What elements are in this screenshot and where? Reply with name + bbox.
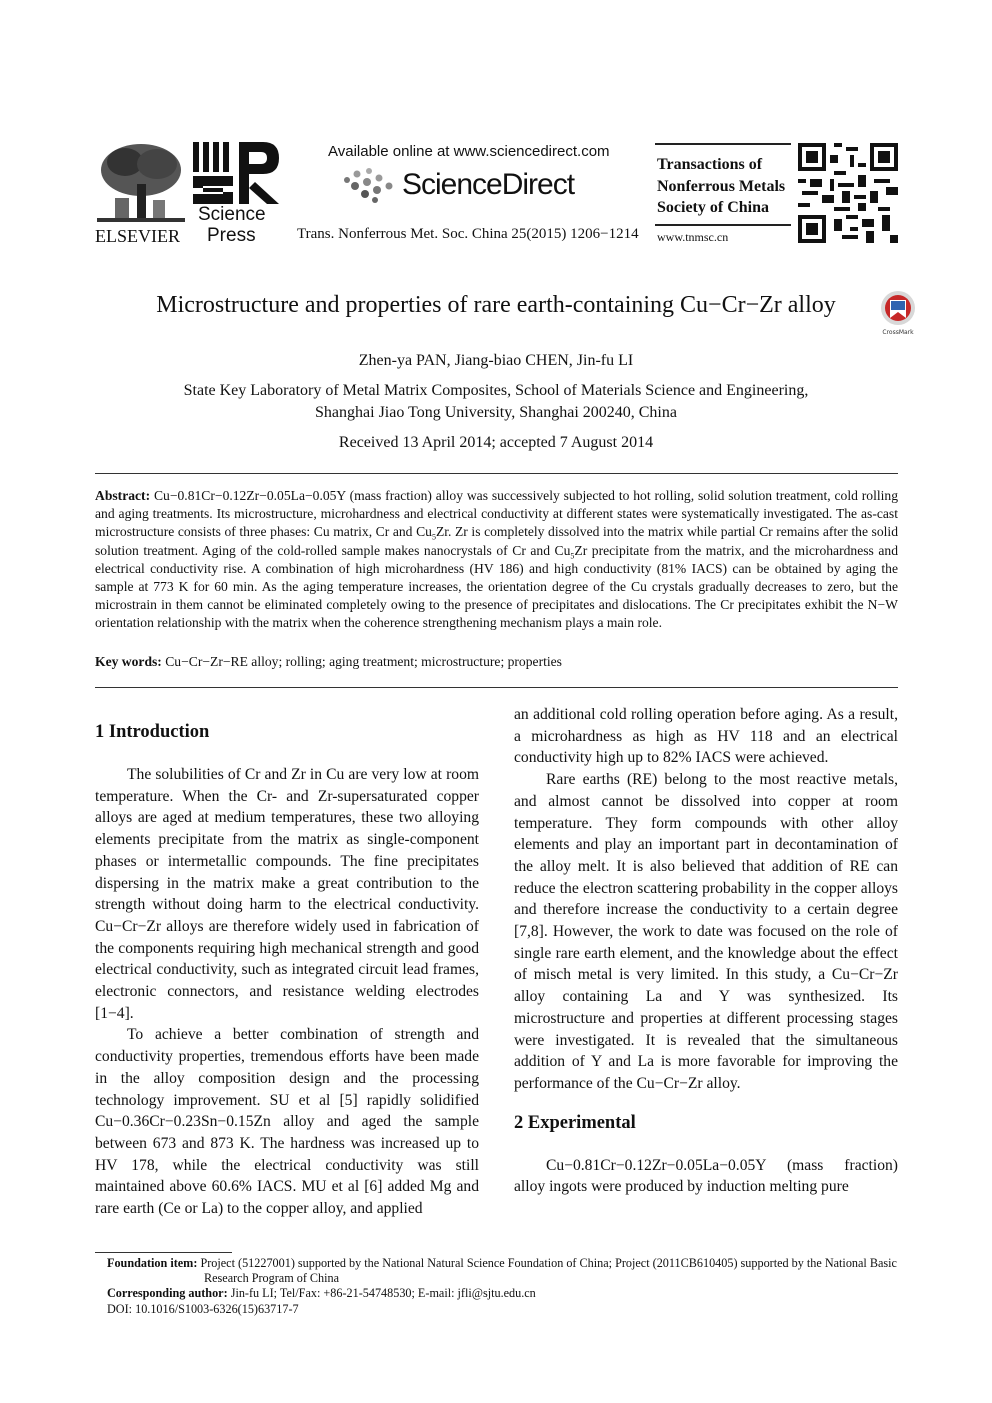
sciencedirect-dots-icon: [343, 168, 395, 204]
abstract-sub-b: 5: [570, 551, 575, 561]
science-press-label-2: Press: [207, 225, 256, 246]
foundation-footnote: [107, 1256, 898, 1286]
abstract-text-b: Zr. Zr is completely dissolved into the matrix while partial Cr remains after the solid solution treatment. Aging of the cold-rolled sample makes nanocrystals of Cr and Cu: [95, 524, 898, 558]
right-column: [514, 704, 898, 1198]
doi[interactable]: DOI: 10.1016/S1003-6326(15)63717-7: [107, 1301, 299, 1316]
left-column: [95, 720, 479, 1220]
journal-name-line-2: Nonferrous Metals: [657, 177, 786, 195]
science-press-logo: [193, 142, 279, 204]
paragraph-4: Cu−0.81Cr−0.12Zr−0.05La−0.05Y (mass fraction) alloy ingots were produced by induction melting pure: [514, 1156, 898, 1196]
affiliation-line-1: State Key Laboratory of Metal Matrix Composites, School of Materials Science and Engineering,: [183, 382, 809, 399]
elsevier-wordmark: ELSEVIER: [95, 226, 180, 246]
footnotes: [107, 1256, 898, 1317]
paragraph-2: To achieve a better combination of strength and conductivity properties, tremendous efforts have been made in the alloy composition design and the processing technology improvement. SU et al [5] rapidly solidified Cu−0.36Cr−0.23Sn−0.15Zn alloy and aged the sample between 673 and 873 K. The hardness was increased up to HV 178, while the electrical conductivity was still maintained above 60.6% IACS. MU et al [6] added Mg and rare earth (Ce or La) to the copper alloy, and applied: [95, 1026, 479, 1218]
abstract-text-a: Cu−0.81Cr−0.12Zr−0.05La−0.05Y (mass fraction) alloy was successively subjected to hot rolling, solid solution treatment, cold rolling and aging treatments. Its microstructure, microhardness and electrical conductivity at different states were systematically investigated. The as-cast microstructure consists of three phases: Cu matrix, Cr and Cu: [95, 488, 898, 540]
journal-box-bottom-rule: [655, 224, 791, 226]
keywords-text: Cu−Cr−Zr−RE alloy; rolling; aging treatment; microstructure; properties: [165, 654, 562, 669]
sciencedirect-wordmark: ScienceDirect: [402, 168, 575, 201]
authors: Zhen-ya PAN, Jiang-biao CHEN, Jin-fu LI: [358, 352, 634, 369]
journal-name: [657, 154, 785, 219]
abstract-sub-a: 5: [431, 533, 436, 543]
corresponding-label: Corresponding author:: [107, 1286, 228, 1301]
qr-code-icon: [798, 142, 898, 244]
keywords-label: Key words:: [95, 654, 162, 669]
journal-name-line-3: Society of China: [657, 199, 769, 216]
footnote-rule: [95, 1252, 232, 1253]
corresponding-text: Jin-fu LI; Tel/Fax: +86-21-54748530; E-mail: jfli@sjtu.edu.cn: [230, 1286, 536, 1301]
journal-citation: Trans. Nonferrous Met. Soc. China 25(2015) 1206−1214: [297, 226, 639, 242]
section-2-heading: 2 Experimental: [514, 1112, 636, 1133]
journal-url: www.tnmsc.cn: [657, 230, 729, 244]
available-online-text: Available online at www.sciencedirect.com: [328, 143, 610, 160]
article-title: Microstructure and properties of rare earth-containing Cu−Cr−Zr alloy: [156, 292, 836, 318]
abstract-text-c: Zr precipitate from the matrix, and the microhardness and electrical conductivity rise. A combination of high microhardness (HV 186) and high conductivity (81% IACS) can be obtained by aging the sample at 773 K for 60 min. As the aging temperature increases, the orientation degree of the Cu crystals gradually decreases to zero, but the microstrain in them cannot be eliminated completely owing to the presence of precipitates and dislocations. The Cr precipitates exhibit the N−W orientation relationship with the matrix when the coherence strengthening mechanism plays a main role.: [95, 542, 898, 631]
abstract-bottom-rule: [95, 687, 898, 688]
foundation-label: Foundation item:: [107, 1256, 198, 1270]
journal-name-line-1: Transactions of: [657, 156, 763, 173]
paragraph-1: The solubilities of Cr and Zr in Cu are very low at room temperature. When the Cr- and Zr-supersaturated copper alloys are aged at medium temperatures, these two alloying elements precipitate from the matrix as single-component phases or intermetallic compounds. The fine precipitates dispersing in the matrix make a great contribution to the strength without doing harm to the electrical conductivity. Cu−Cr−Zr alloys are therefore widely used in fabrication of the components requiring high mechanical strength and good electrical conductivity, such as integrated circuit lead frames, electronic connectors, and resistance welding electrodes [1−4].: [95, 766, 479, 1022]
keywords: [95, 653, 898, 671]
affiliation-line-2: Shanghai Jiao Tong University, Shanghai 200240, China: [315, 404, 677, 421]
abstract-top-rule: [95, 473, 898, 474]
journal-box-top-rule: [655, 143, 791, 145]
received-dates: Received 13 April 2014; accepted 7 August 2014: [338, 434, 654, 451]
abstract: [95, 487, 898, 633]
science-press-label-1: Science: [198, 204, 266, 225]
paragraph-2-continued: an additional cold rolling operation before aging. As a result, a microhardness as high as HV 118 and an electrical conductivity high up to 82% IACS were achieved.: [514, 706, 898, 767]
foundation-text: Project (51227001) supported by the National Natural Science Foundation of China; Project (2011CB610405) supported by the National Basic Research Program of China: [200, 1256, 897, 1286]
corresponding-footnote: [107, 1286, 898, 1301]
section-1-heading: 1 Introduction: [95, 722, 210, 742]
crossmark-icon[interactable]: [876, 290, 920, 336]
paragraph-3: Rare earths (RE) belong to the most reactive metals, and almost cannot be dissolved into copper at room temperature. They form compounds with other alloy elements and play an important part in decontamination of the alloy melt. It is also believed that addition of RE can reduce the electron scattering probability in the copper alloys and therefore increase the conductivity to a certain degree [7,8]. However, the work to date was focused on the role of single rare earth element, and the knowledge about the effect of misch metal is very limited. In this study, a Cu−Cr−Zr alloy containing La and Y was synthesized. Its microstructure and properties at different processing stages were investigated. It is revealed that the simultaneous addition of Y and La is more favorable for improving the performance of the Cu−Cr−Zr alloy.: [514, 771, 898, 1092]
crossmark-label: CrossMark: [882, 329, 914, 336]
abstract-label: Abstract:: [95, 488, 151, 503]
